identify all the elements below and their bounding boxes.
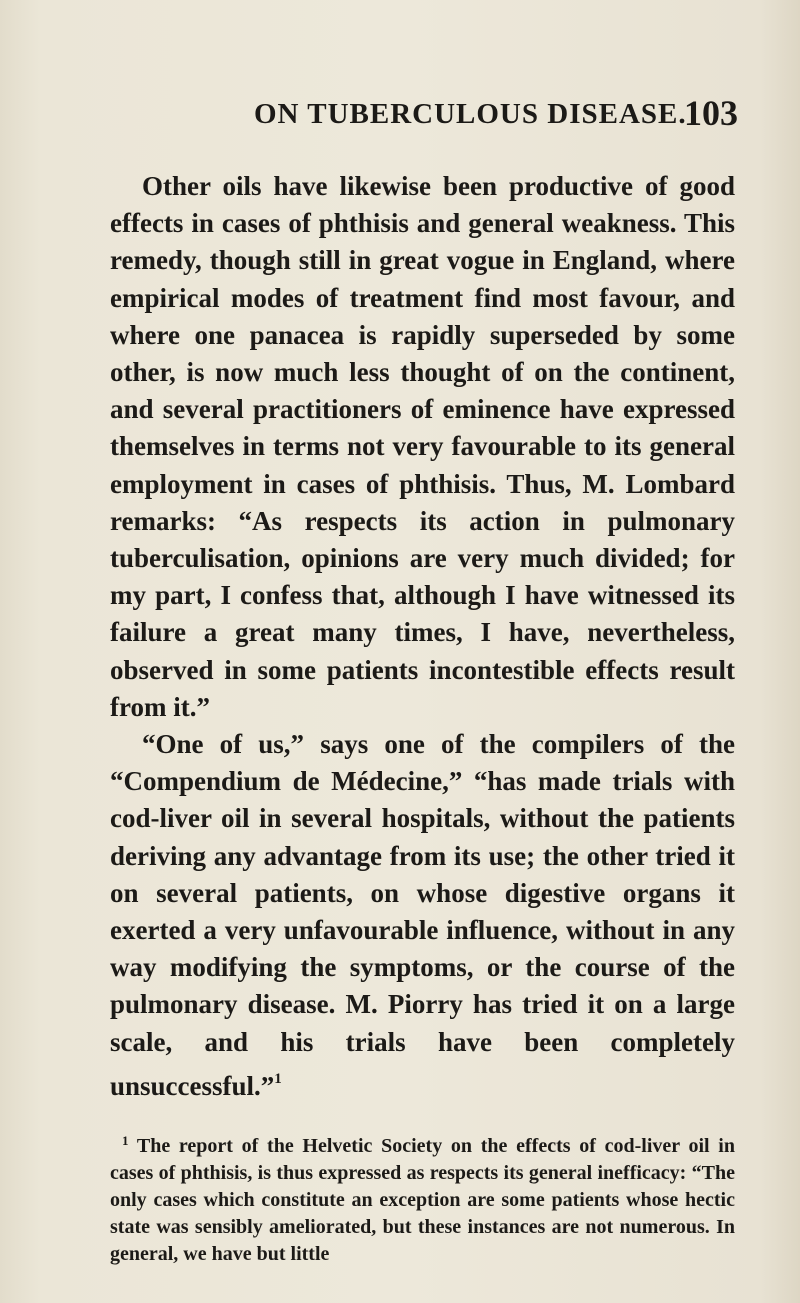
paragraph-2-text: “One of us,” says one of the compilers of the “Compendium de Médecine,” “has made trials with cod-liver oil in several hospitals, without the patients deriving any advantage from its use; the other tried it on several patients, on whose digestive organs it exerted a very unfavourable influence, without in any way modifying the symptoms, or the course of the pulmonary disease. M. Piorry has tried it on a large scale, and his trials have been completely unsuccessful.” (110, 729, 735, 1101)
main-text (110, 168, 735, 1105)
footnote-text: The report of the Helvetic Society on the effects of cod-liver oil in cases of phthisis, is thus expressed as respects its general inefficacy: “The only cases which constitute an exception are some patients whose hectic state was sensibly ameliorated, but these instances are not numerous. In general, we have but little (110, 1135, 735, 1265)
running-title: ON TUBERCULOUS DISEASE. (254, 98, 687, 130)
paragraph-2 (110, 726, 735, 1105)
page-header (110, 92, 750, 142)
footnote-reference: 1 (274, 1070, 282, 1087)
footnote-paragraph (110, 1127, 735, 1268)
footnote-marker: 1 (122, 1133, 129, 1148)
page-number: 103 (684, 93, 738, 133)
paragraph-1: Other oils have likewise been productive of good effects in cases of phthisis and general weakness. This remedy, though still in great vogue in England, where empirical modes of treatment find most favour, and where one panacea is rapidly superseded by some other, is now much less thought of on the continent, and several practitioners of eminence have expressed themselves in terms not very favourable to its general employment in cases of phthisis. Thus, M. Lombard remarks: “As respects its action in pulmonary tuberculisation, opinions are very much divided; for my part, I confess that, although I have witnessed its failure a great many times, I have, nevertheless, observed in some patients incontestible effects result from it.” (110, 171, 735, 722)
footnote (110, 1127, 735, 1268)
